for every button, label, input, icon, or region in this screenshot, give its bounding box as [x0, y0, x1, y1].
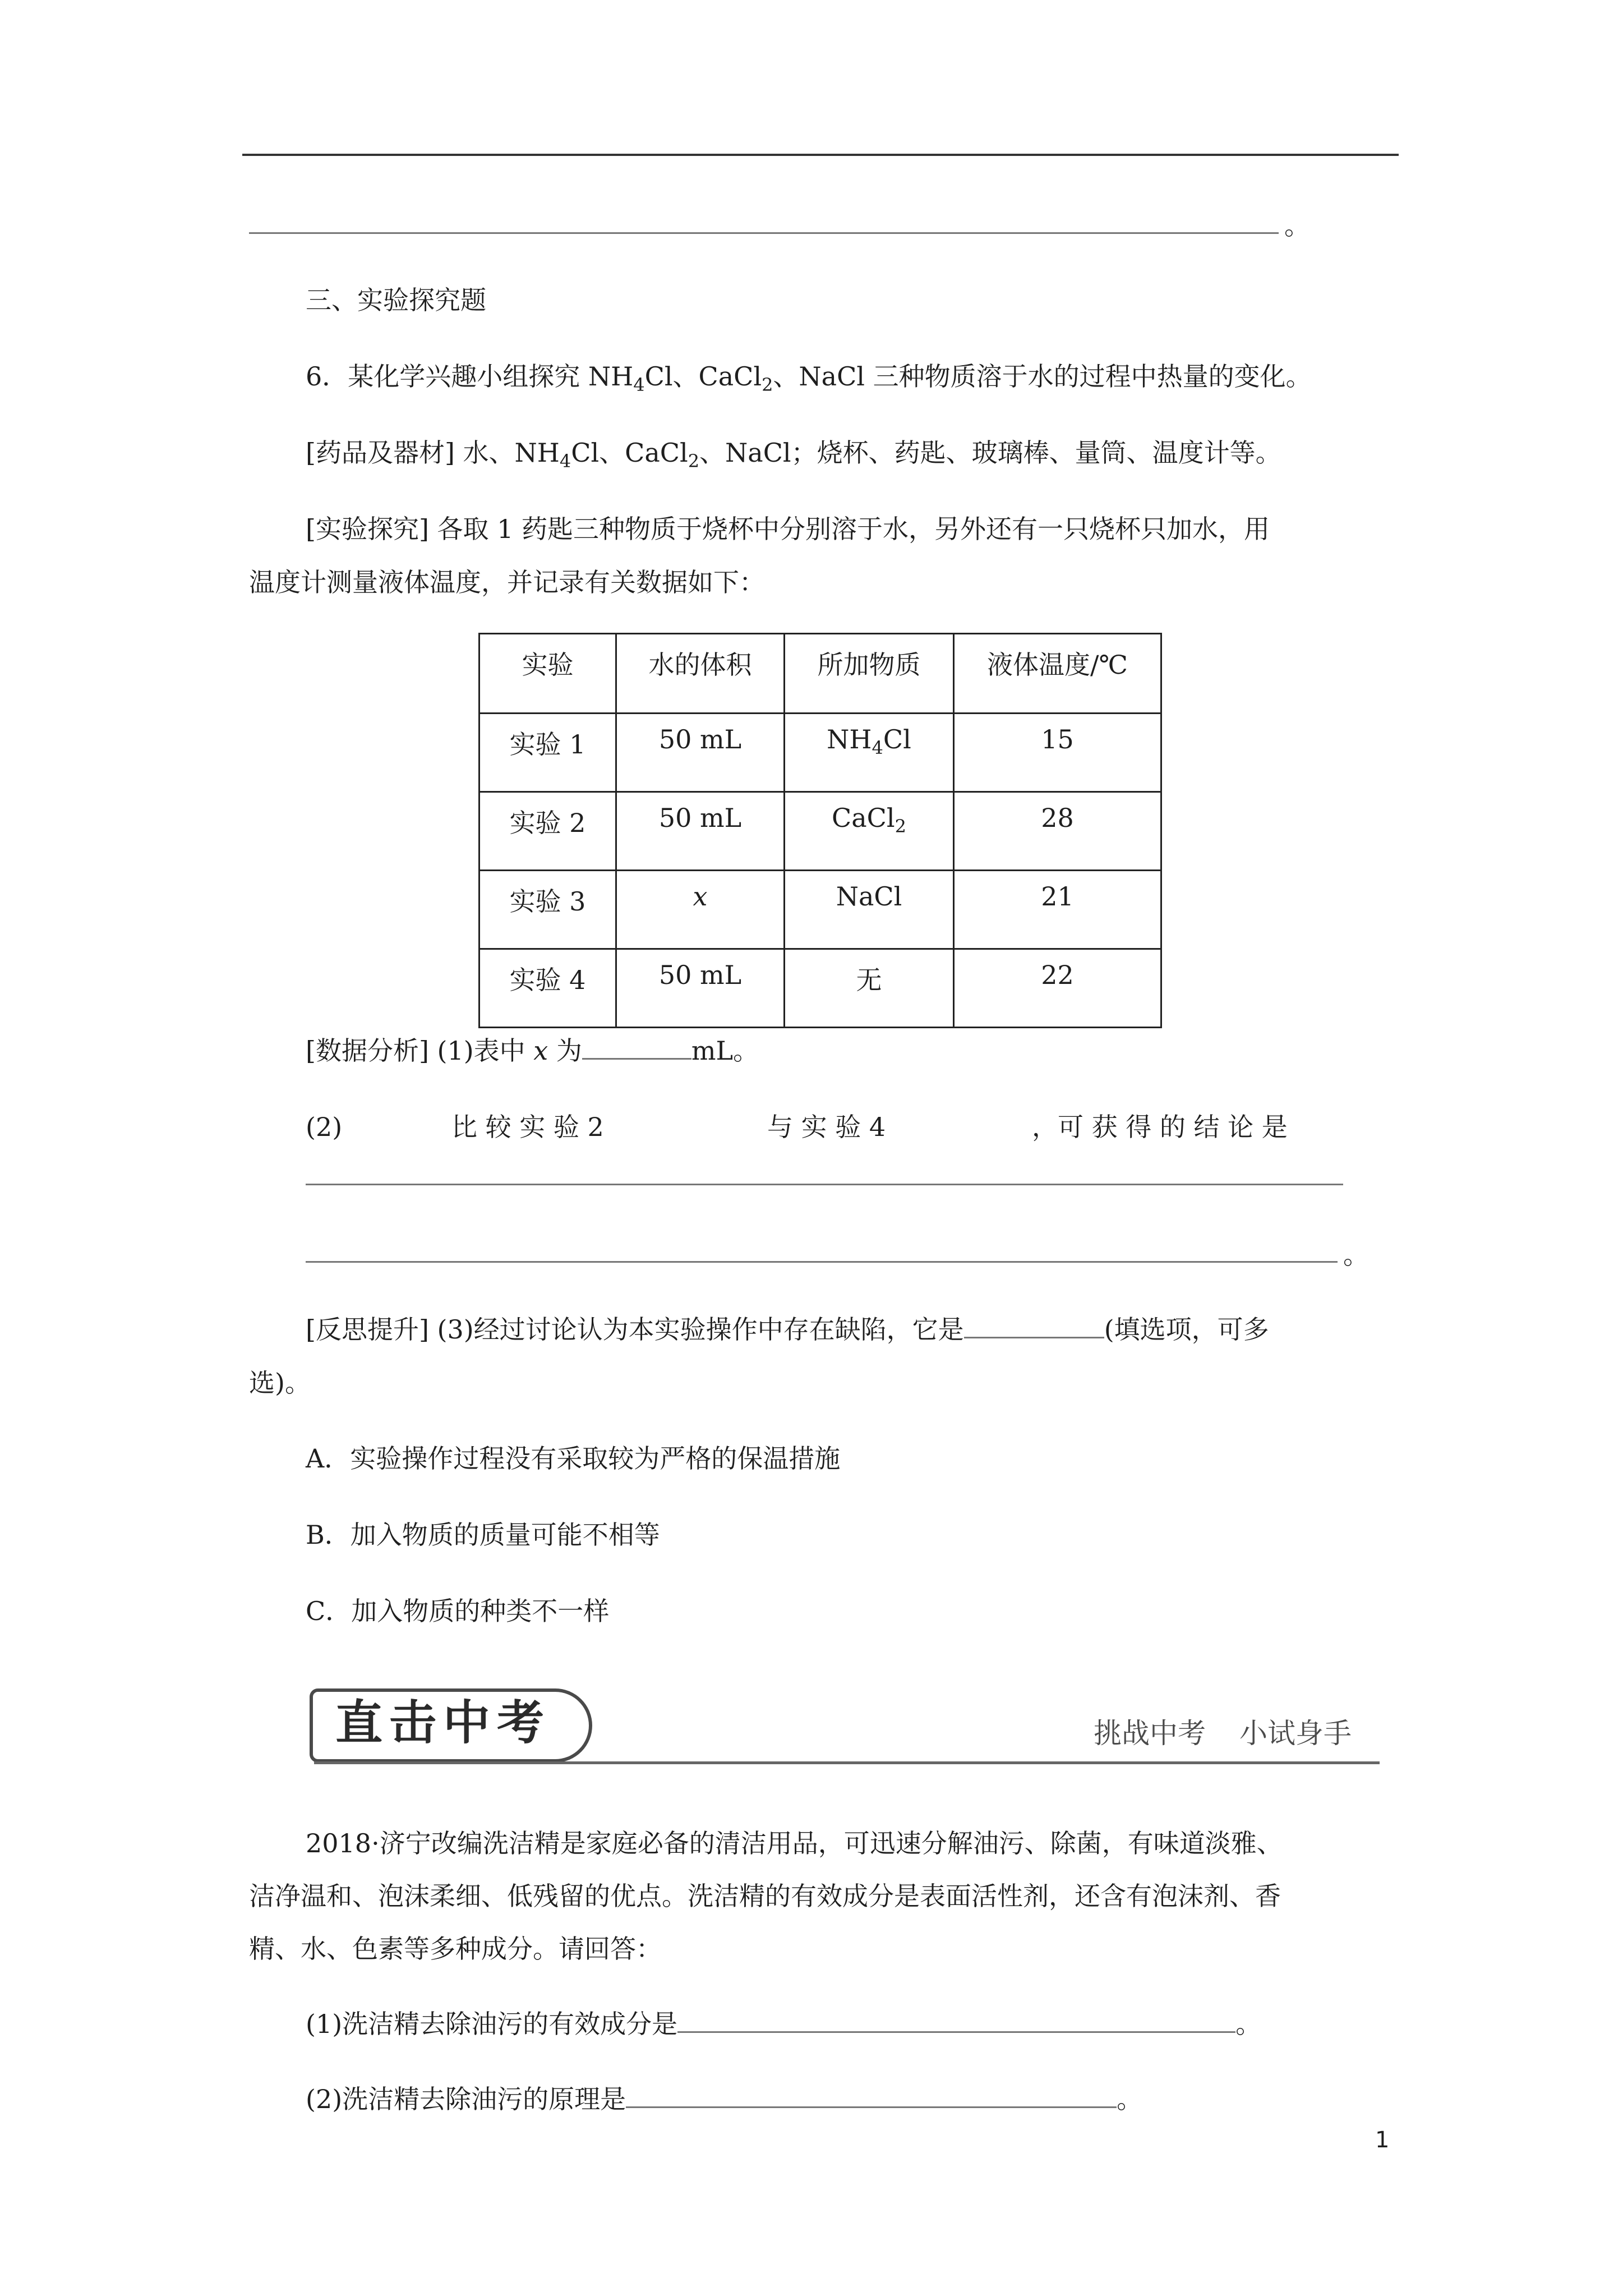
option-b: B．加入物质的质量可能不相等 — [306, 1520, 660, 1550]
banner-rule — [314, 1761, 1380, 1764]
table-row — [479, 714, 1161, 792]
cell-substance: $NH_4Cl$ — [785, 714, 954, 792]
top-end-mark: 。 — [1284, 210, 1310, 241]
answer-blank-q1[interactable] — [677, 2011, 1235, 2033]
experiment-table — [478, 633, 1162, 1028]
section-title: 三、实验探究题 — [306, 285, 486, 315]
header-cell: 液体温度/℃ — [954, 634, 1161, 714]
table-header-row — [479, 634, 1161, 714]
analysis-2-part3: ，可 获 得 的 结 论 是 — [1032, 1112, 1288, 1142]
table-row — [479, 949, 1161, 1028]
cell-experiment: 实验 2 — [479, 792, 616, 871]
analysis-2-end: 。 — [1343, 1240, 1369, 1270]
q6-materials: [药品及器材] 水、$NH_4Cl$、CaCl$_2$、NaCl；烧杯、药匙、玻璃棒、量筒、温度计等。 — [306, 438, 1281, 472]
exam-q1: (1)洗洁精去除油污的有效成分是 。 — [306, 2009, 1262, 2039]
header-rule — [242, 154, 1399, 156]
analysis-2-part1: 比 较 实 验 2 — [451, 1112, 604, 1142]
cell-temperature: 28 — [954, 792, 1161, 871]
q6-explore-line2: 温度计测量液体温度，并记录有关数据如下： — [249, 567, 765, 597]
analysis-2-part2: 与 实 验 4 — [767, 1112, 886, 1142]
cell-volume: x — [616, 871, 785, 949]
cell-volume: 50 mL — [616, 714, 785, 792]
banner-title: 直击中考 — [335, 1695, 551, 1750]
answer-line[interactable] — [306, 1184, 1343, 1185]
cell-substance: 无 — [785, 949, 954, 1028]
cell-experiment: 实验 3 — [479, 871, 616, 949]
reflect-line2: 选)。 — [249, 1368, 311, 1398]
option-a: A．实验操作过程没有采取较为严格的保温措施 — [306, 1443, 841, 1474]
banner-subtitle: 挑战中考 小试身手 — [1094, 1717, 1352, 1750]
exam-line2: 洁净温和、泡沫柔细、低残留的优点。洗洁精的有效成分是表面活性剂，还含有泡沫剂、香 — [249, 1881, 1281, 1911]
header-cell: 实验 — [479, 634, 616, 714]
cell-temperature: 22 — [954, 949, 1161, 1028]
exam-q2: (2)洗洁精去除油污的原理是 。 — [306, 2084, 1143, 2114]
q6-explore-line1: [实验探究] 各取 1 药匙三种物质于烧杯中分别溶于水，另外还有一只烧杯只加水，用 — [306, 514, 1270, 544]
analysis-1: [数据分析] (1)表中 x 为 mL。 — [306, 1036, 759, 1066]
page-number: 1 — [1375, 2127, 1390, 2153]
cell-experiment: 实验 4 — [479, 949, 616, 1028]
cell-substance: CaCl$_2$ — [785, 792, 954, 871]
answer-line[interactable] — [306, 1261, 1338, 1263]
cell-substance: NaCl — [785, 871, 954, 949]
analysis-2-label: (2) — [306, 1112, 343, 1142]
reflect-line1: [反思提升] (3)经过讨论认为本实验操作中存在缺陷，它是 (填选项，可多 — [306, 1314, 1269, 1345]
table-row — [479, 871, 1161, 949]
cell-temperature: 21 — [954, 871, 1161, 949]
answer-line-top — [249, 232, 1279, 234]
exam-line3: 精、水、色素等多种成分。请回答： — [249, 1934, 662, 1964]
cell-temperature: 15 — [954, 714, 1161, 792]
header-cell: 所加物质 — [785, 634, 954, 714]
exam-line1: 2018·济宁改编洗洁精是家庭必备的清洁用品，可迅速分解油污、除菌，有味道淡雅、 — [306, 1828, 1283, 1858]
header-cell: 水的体积 — [616, 634, 785, 714]
answer-blank-options[interactable] — [964, 1317, 1104, 1338]
option-c: C．加入物质的种类不一样 — [306, 1596, 610, 1626]
cell-volume: 50 mL — [616, 949, 785, 1028]
answer-blank-q2[interactable] — [626, 2086, 1117, 2108]
q6-stem: 6．某化学兴趣小组探究 $NH_4Cl$、CaCl$_2$、NaCl 三种物质溶于水的过程中热量的变化。 — [306, 361, 1312, 395]
cell-experiment: 实验 1 — [479, 714, 616, 792]
cell-volume: 50 mL — [616, 792, 785, 871]
answer-blank-x[interactable] — [582, 1038, 691, 1060]
table-row — [479, 792, 1161, 871]
